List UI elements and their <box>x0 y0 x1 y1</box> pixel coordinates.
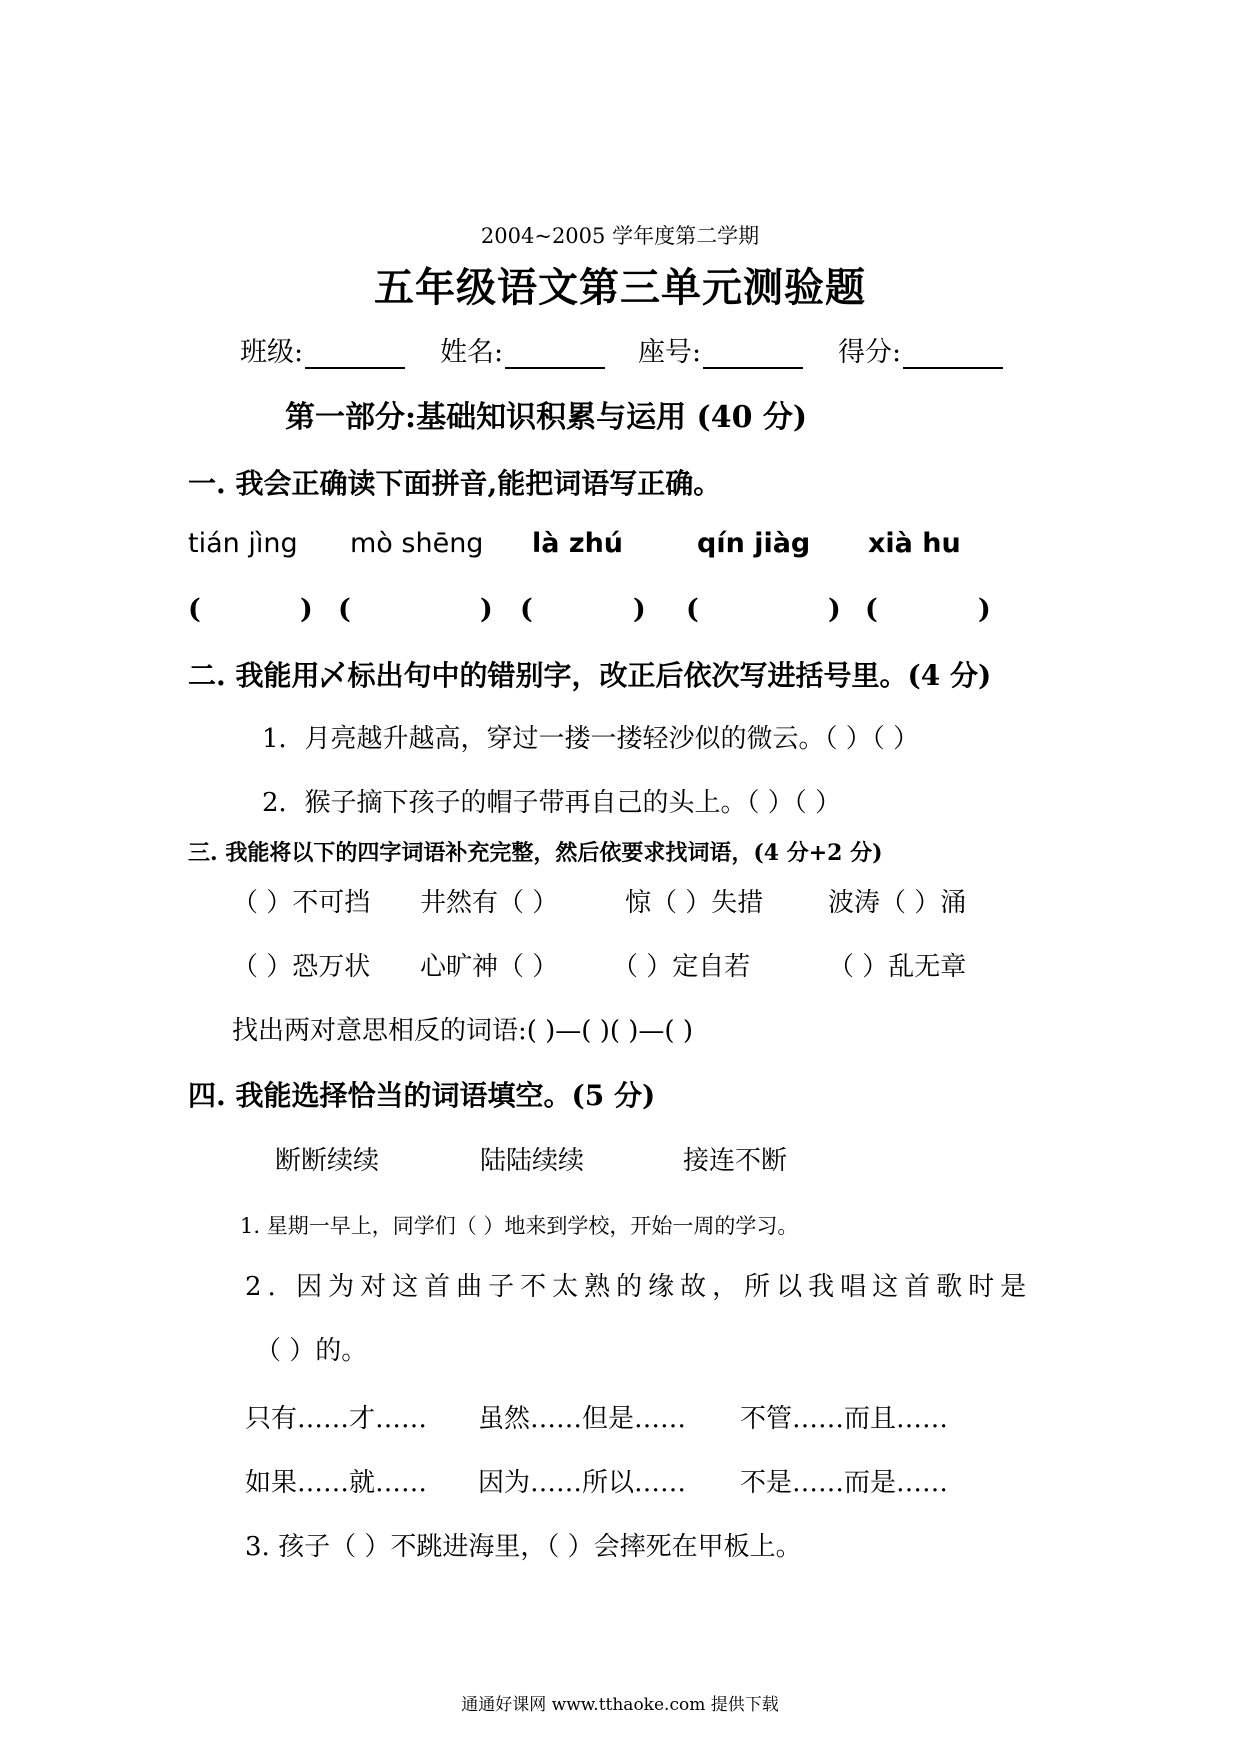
name-blank[interactable] <box>505 341 605 369</box>
q4-item-3: 3. 孩子（ ）不跳进海里，（ ）会摔死在甲板上。 <box>245 1532 802 1562</box>
score-label: 得分: <box>838 337 902 368</box>
seat-field <box>638 330 803 369</box>
q1-heading: 一. 我会正确读下面拼音,能把词语写正确。 <box>188 467 722 500</box>
q4-item-2b: （ ）的。 <box>255 1336 368 1366</box>
q4-conj-3: 不管……而且…… <box>740 1404 949 1434</box>
paren-close-1: ) <box>300 594 313 625</box>
q4-option-1: 断断续续 <box>275 1146 380 1176</box>
class-blank[interactable] <box>305 341 405 369</box>
q4-conj-6: 不是……而是…… <box>740 1468 949 1498</box>
q4-item-1: 1. 星期一早上，同学们（ ）地来到学校，开始一周的学习。 <box>240 1214 799 1238</box>
seat-label: 座号: <box>638 337 702 368</box>
q4-item-2a: 2. 因为对这首曲子不太熟的缘故，所以我唱这首歌时是 <box>245 1272 1033 1302</box>
school-year-line: 2004~2005 学年度第二学期 <box>480 224 760 248</box>
q3-idiom-3: 惊（ ）失措 <box>625 888 764 918</box>
paren-open-1: ( <box>188 594 201 625</box>
q3-idiom-5: （ ）恐万状 <box>232 952 371 982</box>
footer-source: 通通好课网 www.tthaoke.com 提供下载 <box>461 1695 779 1715</box>
name-label: 姓名: <box>440 337 504 368</box>
q2-item-1: 1．月亮越升越高，穿过一搂一搂轻沙似的微云。（ ）（ ） <box>262 724 920 754</box>
paren-open-4: ( <box>686 594 699 625</box>
paren-close-3: ) <box>633 594 646 625</box>
part1-heading: 第一部分:基础知识积累与运用 (40 分) <box>285 400 808 435</box>
q4-option-2: 陆陆续续 <box>480 1146 585 1176</box>
q3-idiom-1: （ ）不可挡 <box>232 888 371 918</box>
q3-heading: 三. 我能将以下的四字词语补充完整，然后依要求找词语，(4 分+2 分) <box>188 840 883 866</box>
q4-conj-4: 如果……就…… <box>245 1468 428 1498</box>
paren-close-2: ) <box>480 594 493 625</box>
q3-idiom-7: （ ）定自若 <box>612 952 751 982</box>
paren-open-3: ( <box>520 594 533 625</box>
pinyin-3: là zhú <box>532 528 624 559</box>
paren-open-2: ( <box>338 594 351 625</box>
q3-idiom-2: 井然有（ ） <box>420 888 559 918</box>
q2-heading: 二. 我能用乄标出句中的错别字，改正后依次写进括号里。(4 分) <box>188 659 992 692</box>
q4-conj-2: 虽然……但是…… <box>478 1404 687 1434</box>
paren-close-5: ) <box>978 594 991 625</box>
q2-item-2: 2．猴子摘下孩子的帽子带再自己的头上。（ ）（ ） <box>262 788 842 818</box>
q4-conj-5: 因为……所以…… <box>478 1468 687 1498</box>
q3-idiom-4: 波涛（ ）涌 <box>828 888 967 918</box>
q3-idiom-6: 心旷神（ ） <box>420 952 559 982</box>
q3-idiom-8: （ ）乱无章 <box>828 952 967 982</box>
class-label: 班级: <box>240 337 304 368</box>
seat-blank[interactable] <box>703 341 803 369</box>
pinyin-5: xià hu <box>868 528 961 559</box>
q4-heading: 四. 我能选择恰当的词语填空。(5 分) <box>188 1079 656 1112</box>
q4-option-3: 接连不断 <box>683 1146 788 1176</box>
exam-title: 五年级语文第三单元测验题 <box>374 264 866 311</box>
pinyin-4: qín jiàg <box>697 528 811 559</box>
q3-find-line: 找出两对意思相反的词语:( )—( )( )—( ) <box>232 1016 693 1046</box>
pinyin-2: mò shēng <box>350 528 484 559</box>
paren-close-4: ) <box>828 594 841 625</box>
paren-open-5: ( <box>865 594 878 625</box>
pinyin-1: tián jìng <box>188 528 298 559</box>
score-field <box>838 330 1003 369</box>
score-blank[interactable] <box>903 341 1003 369</box>
class-field <box>240 330 405 369</box>
name-field <box>440 330 605 369</box>
q4-conj-1: 只有……才…… <box>245 1404 428 1434</box>
